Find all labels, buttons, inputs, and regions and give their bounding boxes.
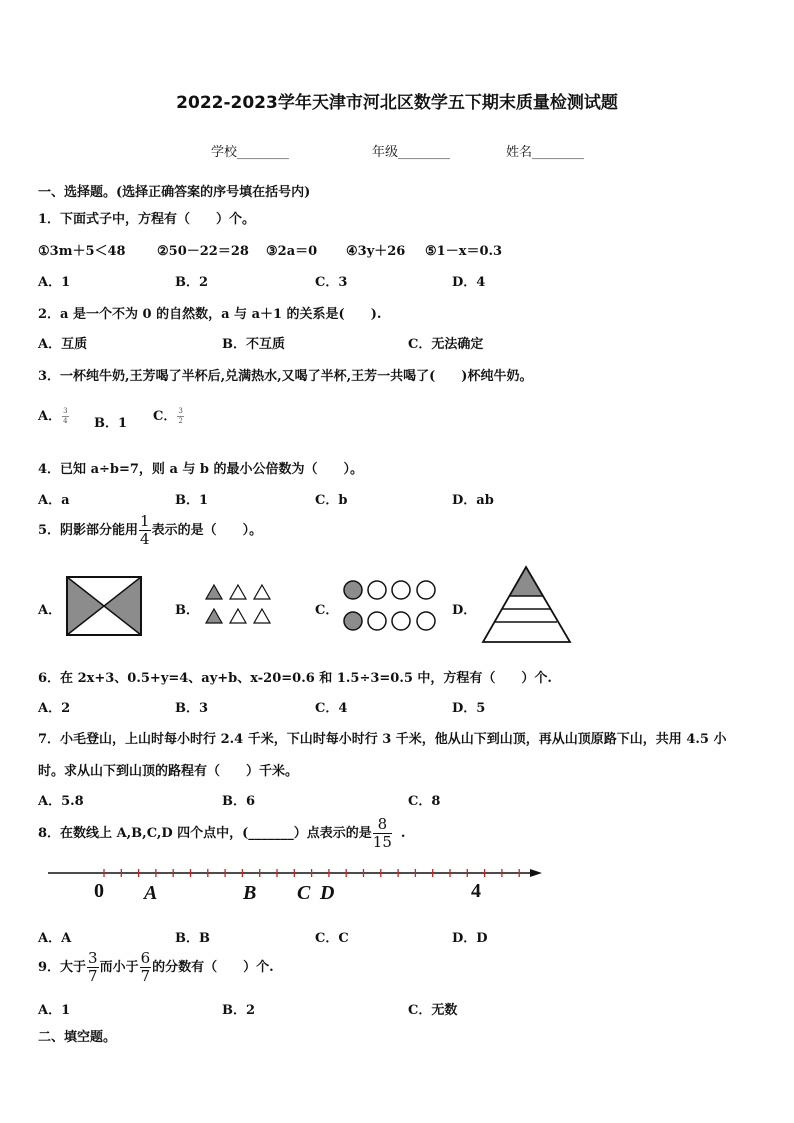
numerator: 8 [373, 817, 392, 834]
q9-fraction-2 [140, 951, 152, 984]
q9-post: 的分数有（ ）个. [152, 960, 274, 975]
q2-option-c[interactable]: C．无法确定 [408, 337, 484, 352]
q1-item: ④3y＋26 [346, 244, 406, 259]
q5-fraction [139, 514, 151, 547]
q6-stem: 6．在 2x+3、0.5+y=4、ay+b、x-20=0.6 和 1.5÷3=0.5 中，方程有（ ）个. [38, 671, 552, 686]
q1-option-b[interactable]: B．2 [175, 275, 209, 290]
denominator: 7 [88, 967, 98, 985]
q8-fraction [373, 817, 392, 850]
q1-option-d[interactable]: D．4 [452, 275, 486, 290]
q5-stem [38, 514, 262, 547]
q9-option-a[interactable]: A．1 [38, 1003, 71, 1018]
q3-stem: 3．一杯纯牛奶,王芳喝了半杯后,兑满热水,又喝了半杯,王芳一共喝了( )杯纯牛奶。 [38, 369, 533, 384]
q2-option-a[interactable]: A．互质 [38, 337, 88, 352]
q9-fraction-1 [87, 951, 99, 984]
q9-pre: 9．大于 [38, 960, 87, 975]
q7-option-a[interactable]: A．5.8 [38, 794, 84, 809]
q1-stem: 1．下面式子中，方程有（ ）个。 [38, 212, 256, 227]
q5-figure-b [205, 583, 271, 627]
numerator: 1 [140, 512, 150, 530]
q9-stem [38, 951, 274, 984]
school-field: 学校________ [211, 145, 290, 160]
q3-option-c-label: C． [153, 409, 177, 424]
q1-item: ③2a＝0 [266, 244, 318, 259]
axis-label-b: B [243, 882, 257, 904]
q3-option-b[interactable]: B．1 [94, 416, 128, 431]
axis-label-4: 4 [471, 880, 481, 902]
q3-option-c-fraction [177, 408, 183, 425]
q5-label-b[interactable]: B． [175, 603, 199, 618]
numerator: 3 [88, 949, 98, 967]
q3-option-a-fraction [62, 408, 68, 425]
q6-option-b[interactable]: B．3 [175, 701, 209, 716]
section-1-heading: 一、选择题。(选择正确答案的序号填在括号内) [38, 185, 311, 200]
denominator: 4 [63, 417, 68, 425]
q1-item: ①3m＋5＜48 [38, 244, 126, 259]
q6-option-c[interactable]: C．4 [315, 701, 348, 716]
axis-label-a: A [144, 882, 158, 904]
q4-option-d[interactable]: D．ab [452, 493, 494, 508]
q1-item: ②50－22＝28 [157, 244, 249, 259]
denominator: 4 [140, 530, 150, 548]
q2-stem: 2．a 是一个不为 0 的自然数，a 与 a＋1 的关系是( ). [38, 307, 382, 322]
q7-stem-line2: 时。求从山下到山顶的路程有（ ）千米。 [38, 764, 299, 779]
q8-option-c[interactable]: C．C [315, 931, 349, 946]
q8-stem [38, 817, 405, 850]
q5-figure-a [66, 576, 142, 636]
q5-figure-c [342, 579, 438, 633]
section-2-heading: 二、填空题。 [38, 1030, 117, 1045]
q6-option-d[interactable]: D．5 [452, 701, 486, 716]
q4-option-c[interactable]: C．b [315, 493, 348, 508]
denominator: 2 [178, 417, 183, 425]
q7-option-c[interactable]: C．8 [408, 794, 441, 809]
q1-option-c[interactable]: C．3 [315, 275, 348, 290]
q7-option-b[interactable]: B．6 [222, 794, 256, 809]
q5-label-a[interactable]: A． [38, 603, 62, 618]
q8-option-d[interactable]: D．D [452, 931, 488, 946]
q8-stem-pre: 8．在数线上 A,B,C,D 四个点中，(_______）点表示的是 [38, 826, 372, 841]
q5-stem-pre: 5．阴影部分能用 [38, 523, 139, 538]
q5-label-d[interactable]: D． [452, 603, 477, 618]
q4-stem: 4．已知 a÷b=7，则 a 与 b 的最小公倍数为（ ）。 [38, 462, 364, 477]
q4-option-a[interactable]: A．a [38, 493, 70, 508]
grade-field: 年级________ [372, 145, 451, 160]
axis-label-d: D [320, 882, 335, 904]
q9-option-c[interactable]: C．无数 [408, 1003, 458, 1018]
q5-label-c[interactable]: C． [315, 603, 339, 618]
name-field: 姓名________ [506, 145, 585, 160]
q5-stem-post: 表示的是（ ）。 [151, 523, 263, 538]
q6-option-a[interactable]: A．2 [38, 701, 71, 716]
page-title: 2022-2023学年天津市河北区数学五下期末质量检测试题 [176, 93, 618, 113]
q8-stem-post: . [400, 826, 406, 841]
q1-option-a[interactable]: A．1 [38, 275, 71, 290]
q9-mid: 而小于 [99, 960, 139, 975]
denominator: 7 [140, 967, 151, 985]
q8-option-a[interactable]: A．A [38, 931, 72, 946]
q7-stem-line1: 7．小毛登山，上山时每小时行 2.4 千米，下山时每小时行 3 千米，他从山下到山顶，再从山顶原路下山，共用 4.5 小 [38, 732, 727, 747]
q9-option-b[interactable]: B．2 [222, 1003, 256, 1018]
q4-option-b[interactable]: B．1 [175, 493, 209, 508]
denominator: 15 [372, 833, 392, 851]
axis-label-0: 0 [94, 880, 104, 902]
q8-option-b[interactable]: B．B [175, 931, 210, 946]
q1-item: ⑤1－x＝0.3 [425, 244, 503, 259]
q3-option-a[interactable] [38, 405, 70, 425]
q3-option-a-label: A． [38, 409, 62, 424]
numerator: 6 [140, 949, 151, 967]
numerator: 3 [63, 407, 68, 415]
axis-label-c: C [297, 882, 311, 904]
numerator: 3 [178, 407, 183, 415]
q3-option-c[interactable] [153, 405, 185, 425]
q2-option-b[interactable]: B．不互质 [222, 337, 285, 352]
q5-figure-d [482, 566, 572, 644]
